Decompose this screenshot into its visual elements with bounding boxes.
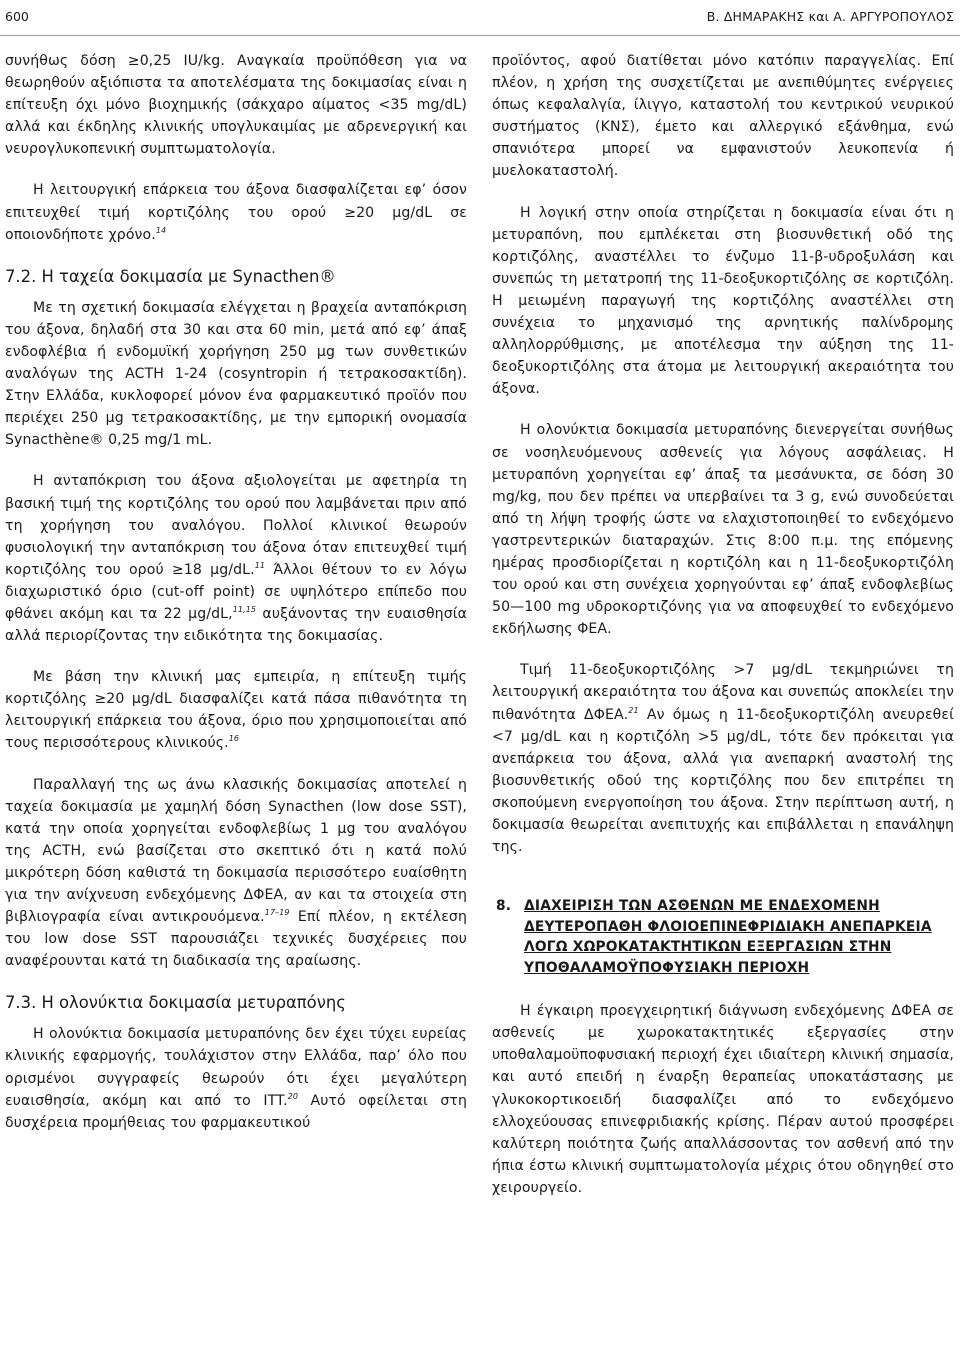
paragraph: Η ολονύκτια δοκιμασία μετυραπόνης διενεργείται συνήθως σε νοσηλευόμενους ασθενείς για λόγους ασφάλειας. Η μετυραπόνη χορηγείται εφ’ άπαξ τα μεσάνυκτα, σε δόση 30 mg/kg, που δεν πρέπει να υπερβαίνει τα 3 g, ενώ συνοδεύεται από τη λήψη τροφής ώστε να ελαχιστοποιηθεί το ενδεχόμενο γαστρεντερικών διαταραχών. Στις 8:00 π.μ. της επόμενης ημέρας προσδιορίζεται η κορτιζόλη και η 11-δεοξυκορτιζόλη του ορού και στη συνέχεια χορηγούνται εφ’ άπαξ ενδοφλεβίως 50—100 mg υδροκορτιζόνης για να αποφευχθεί το ενδεχόμενο εκδήλωσης ΦΕΑ. — [492, 422, 954, 638]
paragraph: Με βάση την κλινική μας εμπειρία, η επίτευξη τιμής κορτιζόλης ≥20 μg/dL διασφαλίζει κατά πάσα πιθανότητα τη λειτουργική επάρκεια του άξονα, όριο που χρησιμοποιείται από τους περισσότερους κλινικούς.$^{16}$ — [5, 669, 467, 752]
paragraph: Παραλλαγή της ως άνω κλασικής δοκιμασίας αποτελεί η ταχεία δοκιμασία με χαμηλή δόση Synacthen (low dose SST), κατά την οποία χορηγείται ενδοφλεβίως 1 μg του αναλόγου της ACTH, ενώ βασίζεται στο σκεπτικό ότι η κατά πολύ μικρότερη δόση καθιστά τη δοκιμασία περισσότερο ευαίσθητη για την ανίχνευση ενδεχόμενης ΔΦΕΑ, αν και τα στοιχεία στη βιβλιογραφία είναι αντικρουόμενα.$^{17-19}$ Επί πλέον, η εκτέλεση του low dose SST παρουσιάζει τεχνικές δυσχέρειες που αναφέρουνται κατά τη διαδικασία της αραίωσης. — [5, 776, 467, 970]
section-heading-8 — [492, 896, 954, 978]
citation-ref: 11,15 — [232, 604, 257, 614]
right-column — [492, 50, 954, 1199]
citation-ref: 20 — [287, 1091, 299, 1101]
paragraph: Η ανταπόκριση του άξονα αξιολογείται με αφετηρία τη βασική τιμή της κορτιζόλης του ορού που λαμβάνεται πριν από τη χορήγηση του αναλόγου. Πολλοί κλινικοί θεωρούν φυσιολογική την ανταπόκριση του άξονα όταν επιτευχθεί τιμή κορτιζόλης του ορού ≥18 μg/dL.$^{11}$ Άλλοι θέτουν το εν λόγω διαχωριστικό όριο (cut-off point) σε υψηλότερο επίπεδο που φθάνει ακόμη και τα 22 μg/dL,$^{11,15}$ αυξάνοντας την ευαισθησία αλλά περιορίζοντας την ειδικότητα της δοκιμασίας. — [5, 473, 468, 645]
paragraph: Η έγκαιρη προεγχειρητική διάγνωση ενδεχόμενης ΔΦΕΑ σε ασθενείς με χωροκατακτητικές εξεργασίες στην υποθαλαμοϋποφυσιακή περιοχή έχει ιδιαίτερη κλινική σημασία, και αυτό επειδή η έναρξη θεραπείας υποκατάστασης με γλυκοκορτικοειδή διασφαλίζει από το ενδεχόμενο ελλοχεύουσας επινεφριδιακής κρίσης. Πέραν αυτού προσφέρει καλύτερη ποιότητα ζωής απαλλάσσοντας τον ασθενή από την ήπια έστω κλινική συμπτωματολογία μέχρις ότου οδηγηθεί στο χειρουργείο. — [492, 1003, 954, 1196]
citation-ref: 16 — [228, 734, 240, 744]
citation-ref: 17–19 — [264, 908, 290, 918]
page-number: 600 — [5, 9, 29, 24]
paragraph: Η ολονύκτια δοκιμασία μετυραπόνης δεν έχει τύχει ευρείας κλινικής εφαρμογής, τουλάχιστον στην Ελλάδα, παρ’ όλο που ορισμένοι συγγραφείς θεωρούν ότι έχει μεγαλύτερη ευαισθησία, ακόμη και από το ITT.$^{20}$ Αυτό οφείλεται στη δυσχέρεια προμήθειας του φαρμακευτικού — [5, 1026, 467, 1131]
running-header — [0, 6, 960, 28]
paragraph: Με τη σχετική δοκιμασία ελέγχεται η βραχεία ανταπόκριση του άξονα, δηλαδή στα 30 και στα 60 min, μετά από εφ’ άπαξ ενδοφλέβια ή ενδομυϊκή χορήγηση 250 μg των συνθετικών αναλόγων της ACTH 1-24 (cosyntropin ή τετρακοσακτίδη). Στην Ελλάδα, κυκλοφορεί μόνον ένα φαρμακευτικό προϊόν που περιέχει 250 μg τετρακοσακτίδης, με την εμπορική ονομασία Synacthène® 0,25 mg/1 mL. — [5, 299, 467, 449]
paragraph: προϊόντος, αφού διατίθεται μόνο κατόπιν παραγγελίας. Επί πλέον, η χρήση της συσχετίζεται με ανεπιθύμητες ενέργειες όπως κεφαλαλγία, ίλιγγο, καταστολή του κεντρικού νευρικού συστήματος (ΚΝΣ), έμετο και αλλεργικό εξάνθημα, ενώ σπανιότερα μπορεί να εμφανιστούν λευκοπενία ή μυελοκαταστολή. — [492, 53, 954, 180]
subsection-heading-7-2: 7.2. Η ταχεία δοκιμασία με Synacthen® — [5, 266, 336, 286]
paragraph: Τιμή 11-δεοξυκορτιζόλης >7 μg/dL τεκμηριώνει τη λειτουργική ακεραιότητα του άξονα και συνεπώς αποκλείει την πιθανότητα ΔΦΕΑ.$^{21}$ Αν όμως η 11-δεοξυκορτιζόλη ανευρεθεί <7 μg/dL και η κορτιζόλη >5 μg/dL, τότε δεν πρόκειται για ανεπάρκεια του άξονα, αλλά για ανεπαρκή αναστολή της βιοσυνθετικής οδού της κορτιζόλης που δεν επιτρέπει τη σκοπούμενη ενεργοποίηση του άξονα. Στην περίπτωση αυτή, η δοκιμασία θεωρείται ανεπιτυχής και επιβάλλεται η επανάληψη της. — [492, 662, 954, 856]
header-rule — [0, 35, 960, 36]
section-title: ΔΙΑΧΕΙΡΙΣΗ ΤΩΝ ΑΣΘΕΝΩΝ ΜΕ ΕΝΔΕΧΟΜΕΝΗ ΔΕΥΤΕΡΟΠΑΘΗ ΦΛΟΙΟΕΠΙΝΕΦΡΙΔΙΑΚΗ ΑΝΕΠΑΡΚΕΙΑ ΛΟΓΩ ΧΩΡΟΚΑΤΑΚΤΗΤΙΚΩΝ ΕΞΕΡΓΑΣΙΩΝ ΣΤΗΝ ΥΠΟΘΑΛΑΜΟΫΠΟΦΥΣΙΑΚΗ ΠΕΡΙΟΧΗ — [524, 898, 932, 976]
subsection-heading-7-3: 7.3. Η ολονύκτια δοκιμασία μετυραπόνης — [5, 993, 346, 1013]
citation-ref: 21 — [628, 705, 639, 715]
paragraph: Η λογική στην οποία στηρίζεται η δοκιμασία είναι ότι η μετυραπόνη, που εμπλέκεται στη βιοσυνθετική οδό της κορτιζόλης, αναστέλλει το ένζυμο 11-β-υδροξυλάση και συνεπώς τη μετατροπή της 11-δεοξυκορτιζόλης σε κορτιζόλη. Η μειωμένη παραγωγή της κορτιζόλης αναστέλλει στη συνέχεια το μηχανισμό της αρνητικής παλίνδρομης αλληλορρύθμισης, με αποτέλεσμα την αύξηση της 11-δεοξυκορτιζόλης στα άτομα με λειτουργική ακεραιότητα του άξονα. — [492, 204, 954, 398]
paragraph: συνήθως δόση ≥0,25 IU/kg. Αναγκαία προϋπόθεση για να θεωρηθούν αξιόπιστα τα αποτελέσματα της δοκιμασίας είναι η επίτευξη όχι μόνο βιοχημικής (σάκχαρο αίματος <35 mg/dL) αλλά και έκδηλης κλινικής υπογλυκαιμίας με αδρενεργική και νευρογλυκοπενική συμπτωματολογία. — [5, 53, 467, 158]
citation-ref: 14 — [155, 225, 167, 235]
left-column — [5, 50, 467, 1134]
citation-ref: 11 — [254, 560, 266, 570]
paragraph: Η λειτουργική επάρκεια του άξονα διασφαλίζεται εφ’ όσον επιτευχθεί τιμή κορτιζόλης του ορού ≥20 μg/dL σε οποιονδήποτε χρόνο.$^{14}$ — [5, 182, 467, 243]
section-number: 8. — [496, 898, 512, 915]
running-head-authors: Β. ΔΗΜΑΡΑΚΗΣ και Α. ΑΡΓΥΡΟΠΟΥΛΟΣ — [706, 9, 954, 24]
